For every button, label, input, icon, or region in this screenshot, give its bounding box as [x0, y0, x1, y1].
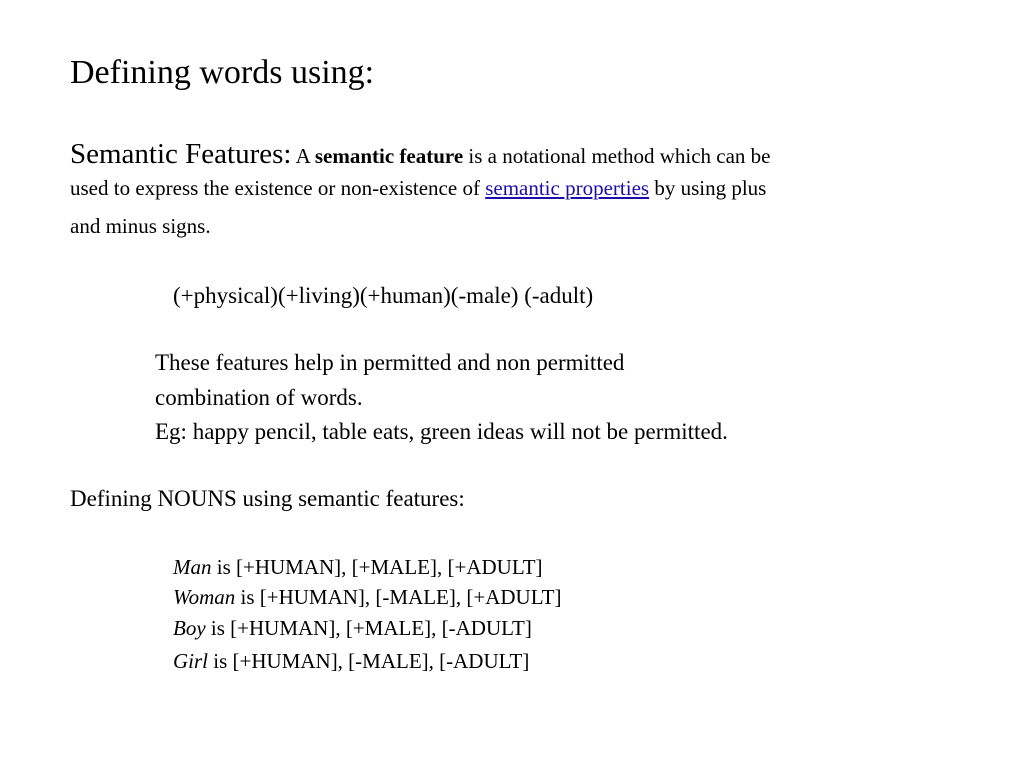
- semantic-properties-link[interactable]: semantic properties: [485, 176, 650, 200]
- noun-features: is [+HUMAN], [-MALE], [+ADULT]: [240, 585, 562, 609]
- noun-word: Woman: [173, 585, 236, 609]
- definition-text-c: used to express the existence or non-existence of: [70, 176, 480, 200]
- semantic-feature-term: semantic feature: [314, 144, 464, 168]
- definition-text-b: is a notational method which can be: [468, 144, 771, 168]
- noun-word: Man: [173, 555, 212, 579]
- noun-features: is [+HUMAN], [+MALE], [+ADULT]: [216, 555, 543, 579]
- definition-line-1: [70, 138, 771, 170]
- paragraph-line-1: These features help in permitted and non permitted: [155, 350, 625, 375]
- nouns-heading: Defining NOUNS using semantic features:: [70, 486, 465, 511]
- semantic-features-heading: Semantic Features:: [70, 138, 292, 170]
- noun-features: is [+HUMAN], [+MALE], [-ADULT]: [210, 616, 532, 640]
- definition-line-3: and minus signs.: [70, 214, 211, 238]
- noun-definition-boy: [173, 615, 532, 641]
- noun-features: is [+HUMAN], [-MALE], [-ADULT]: [213, 649, 530, 673]
- paragraph-line-2: combination of words.: [155, 385, 363, 410]
- noun-word: Girl: [173, 649, 209, 673]
- slide-title: Defining words using:: [70, 54, 375, 91]
- noun-definition-woman: [173, 584, 561, 610]
- definition-text-a: A: [295, 144, 310, 168]
- definition-line-2: [70, 175, 766, 201]
- definition-text-d: by using plus: [654, 176, 767, 200]
- noun-word: Boy: [173, 616, 206, 640]
- paragraph-line-3: Eg: happy pencil, table eats, green ideas will not be permitted.: [155, 419, 728, 444]
- feature-example: (+physical)(+living)(+human)(-male) (-adult): [173, 283, 594, 308]
- noun-definition-girl: [173, 648, 529, 674]
- noun-definition-man: [173, 554, 543, 580]
